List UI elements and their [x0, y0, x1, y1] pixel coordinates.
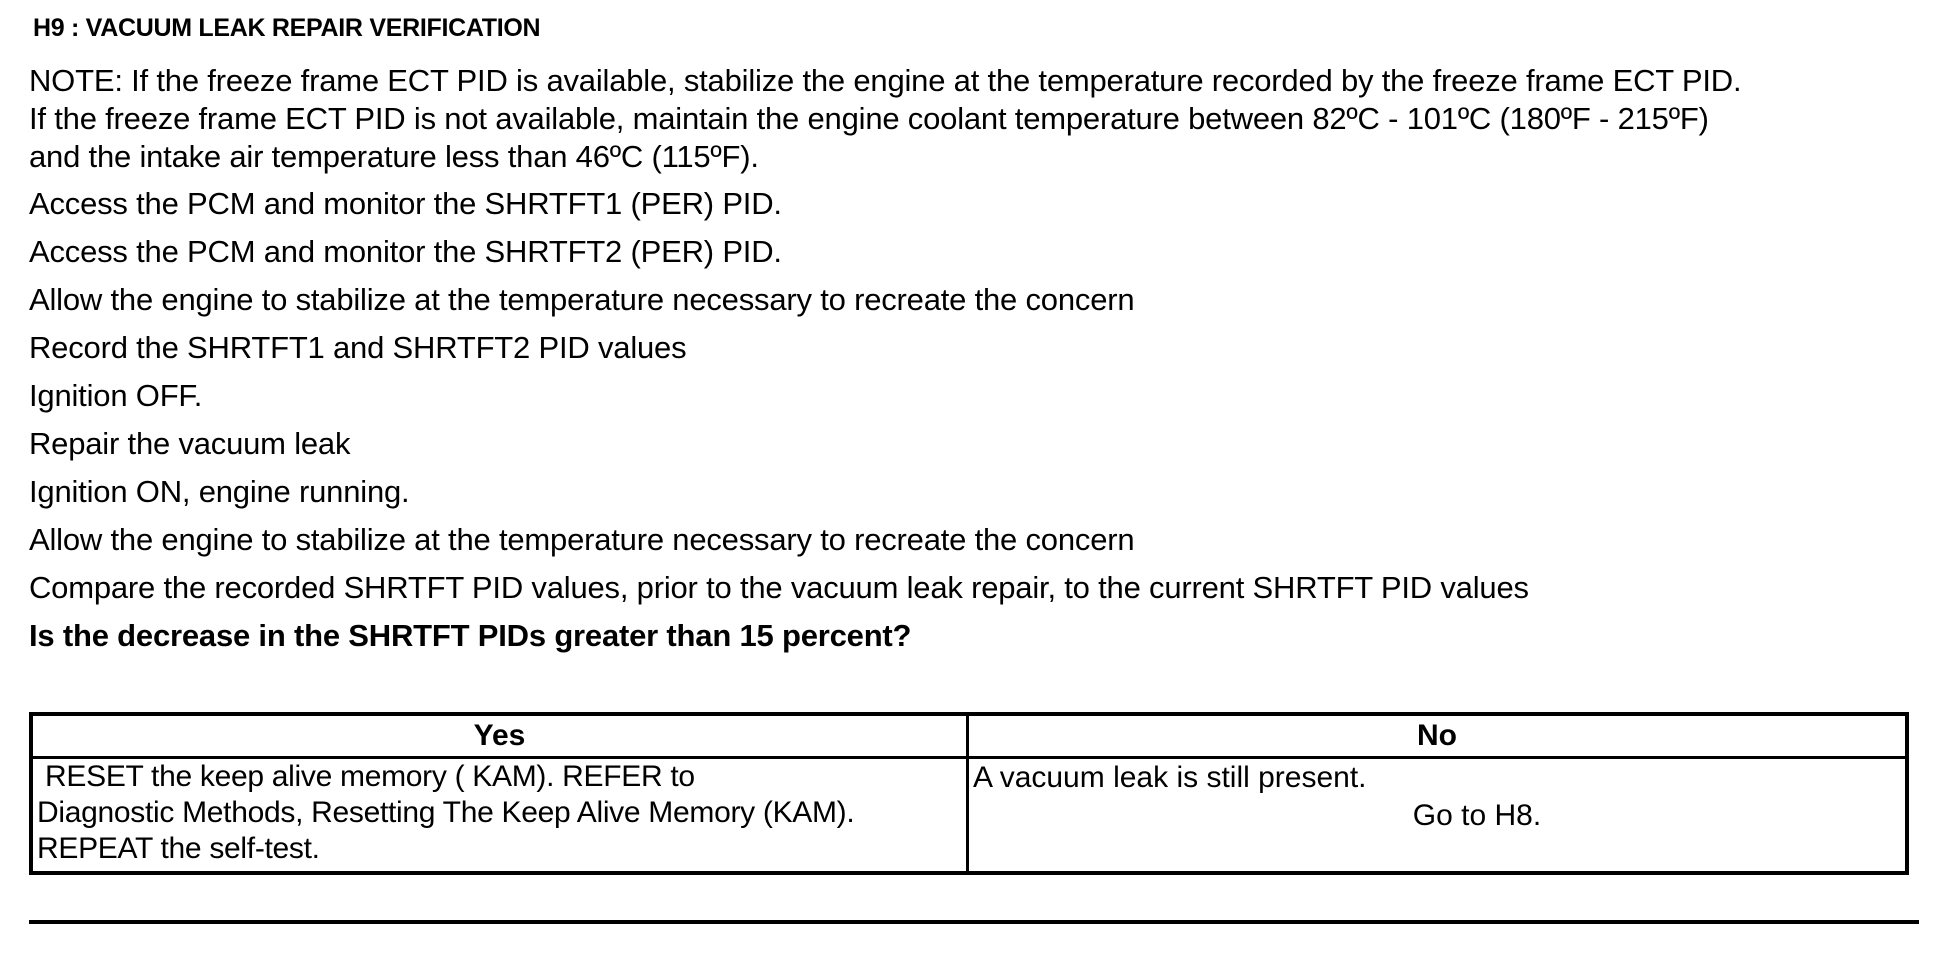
- step-monitor-shrtft2: Access the PCM and monitor the SHRTFT2 (PER) PID.: [29, 234, 782, 269]
- section-title: H9 : VACUUM LEAK REPAIR VERIFICATION: [33, 14, 541, 42]
- step-compare-values: Compare the recorded SHRTFT PID values, prior to the vacuum leak repair, to the current SHRTFT PID values: [29, 570, 1529, 605]
- yes-line: RESET the keep alive memory ( KAM). REFER to: [37, 760, 695, 793]
- yes-action-cell: [31, 758, 968, 874]
- table-header-row: [31, 714, 1907, 758]
- decision-question: Is the decrease in the SHRTFT PIDs greater than 15 percent?: [29, 618, 912, 653]
- step-stabilize-engine-again: Allow the engine to stabilize at the temperature necessary to recreate the concern: [29, 522, 1135, 557]
- yes-line: REPEAT the self-test.: [37, 832, 320, 865]
- note-line: and the intake air temperature less than 46ºC (115ºF).: [29, 139, 759, 174]
- note-paragraph: [29, 62, 1929, 176]
- note-line: NOTE: If the freeze frame ECT PID is available, stabilize the engine at the temperature recorded by the freeze frame ECT PID.: [29, 63, 1742, 98]
- goto-link-text: Go to H8.: [1412, 799, 1542, 832]
- bottom-divider: [29, 920, 1919, 924]
- yes-header: Yes: [31, 714, 968, 758]
- procedure-steps: [29, 180, 1529, 660]
- no-line: A vacuum leak is still present.: [973, 761, 1367, 794]
- step-ignition-off: Ignition OFF.: [29, 378, 203, 413]
- no-action-cell: [968, 758, 1908, 874]
- step-ignition-on: Ignition ON, engine running.: [29, 474, 410, 509]
- table-row: [31, 758, 1907, 874]
- step-monitor-shrtft1: Access the PCM and monitor the SHRTFT1 (PER) PID.: [29, 186, 782, 221]
- step-repair-leak: Repair the vacuum leak: [29, 426, 351, 461]
- no-header: No: [968, 714, 1908, 758]
- step-record-values: Record the SHRTFT1 and SHRTFT2 PID values: [29, 330, 687, 365]
- yes-line: Diagnostic Methods, Resetting The Keep Alive Memory (KAM).: [37, 796, 855, 829]
- yes-no-table: [29, 712, 1909, 875]
- note-line: If the freeze frame ECT PID is not available, maintain the engine coolant temperature between 82ºC - 101ºC (180ºF - 215ºF): [29, 101, 1709, 136]
- step-stabilize-engine: Allow the engine to stabilize at the temperature necessary to recreate the concern: [29, 282, 1135, 317]
